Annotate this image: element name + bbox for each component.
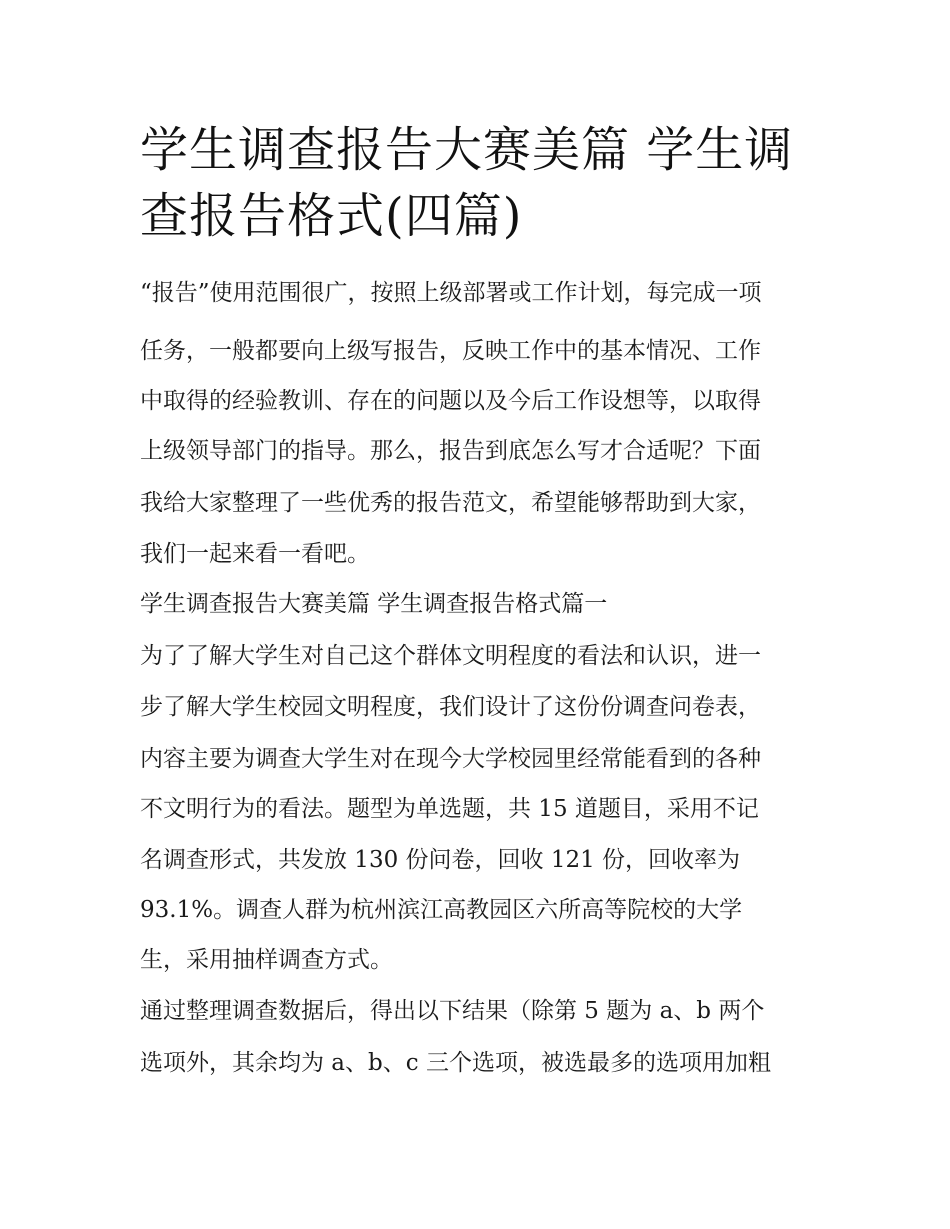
results-line-2: 选项外，其余均为 a、b、c 三个选项，被选最多的选项用加粗	[140, 1050, 771, 1076]
intro-line-6: 我们一起来看一看吧。	[140, 541, 370, 567]
title-line-2: 查报告格式(四篇)	[140, 188, 523, 244]
intro-line-3: 中取得的经验教训、存在的问题以及今后工作设想等，以取得	[140, 388, 761, 414]
title-line-1: 学生调查报告大赛美篇 学生调	[140, 122, 794, 178]
results-line-1: 通过整理调查数据后，得出以下结果（除第 5 题为 a、b 两个	[140, 998, 765, 1024]
paragraph-line-4: 不文明行为的看法。题型为单选题，共 15 道题目，采用不记	[140, 796, 759, 822]
section-heading: 学生调查报告大赛美篇 学生调查报告格式篇一	[140, 591, 608, 617]
paragraph-line-6: 93.1%。调查人群为杭州滨江高教园区六所高等院校的大学	[140, 897, 743, 923]
intro-line-1: “报告”使用范围很广，按照上级部署或工作计划，每完成一项	[140, 280, 762, 306]
paragraph-line-2: 步了解大学生校园文明程度，我们设计了这份份调查问卷表，	[140, 694, 761, 720]
paragraph-line-3: 内容主要为调查大学生对在现今大学校园里经常能看到的各种	[140, 746, 761, 772]
paragraph-line-7: 生，采用抽样调查方式。	[140, 947, 393, 973]
paragraph-line-1: 为了了解大学生对自己这个群体文明程度的看法和认识，进一	[140, 643, 761, 669]
intro-line-2: 任务，一般都要向上级写报告，反映工作中的基本情况、工作	[140, 338, 761, 364]
intro-line-5: 我给大家整理了一些优秀的报告范文，希望能够帮助到大家，	[140, 490, 761, 516]
page-title	[140, 117, 820, 249]
intro-line-4: 上级领导部门的指导。那么，报告到底怎么写才合适呢？下面	[140, 438, 761, 464]
paragraph-line-5: 名调查形式，共发放 130 份问卷，回收 121 份，回收率为	[140, 847, 741, 873]
